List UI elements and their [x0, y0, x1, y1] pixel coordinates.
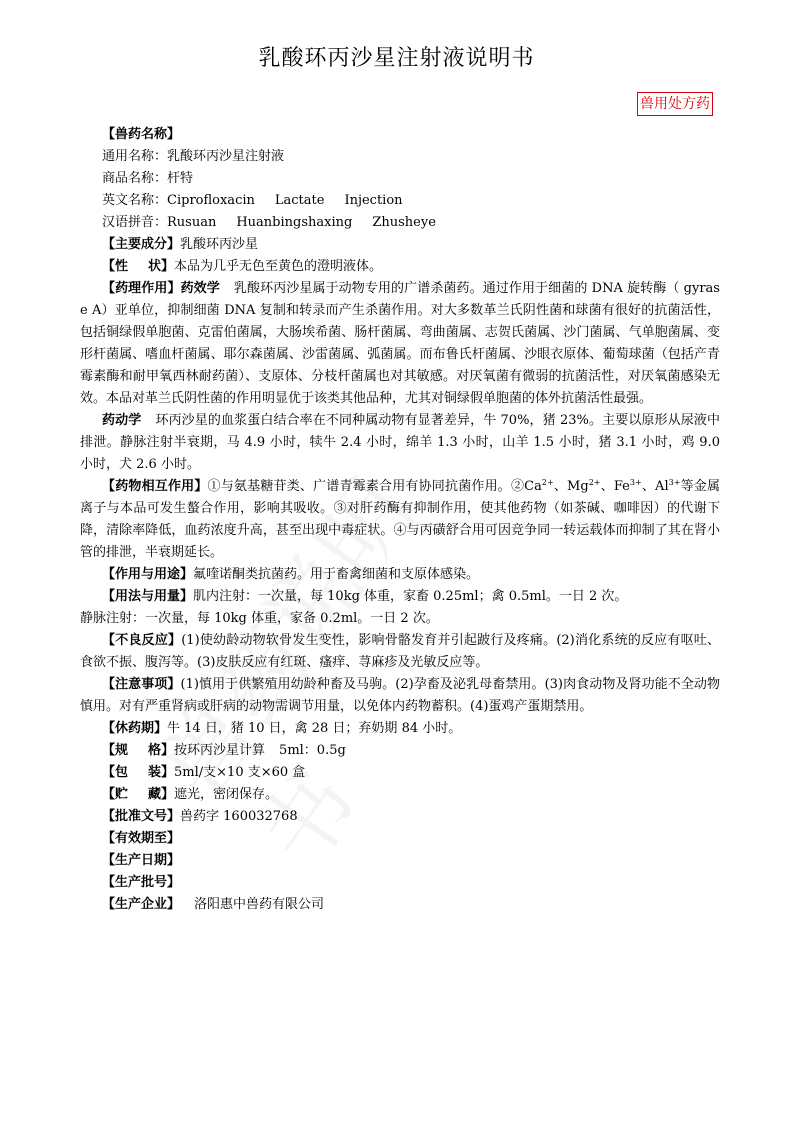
name-section-heading: 【兽药名称】 [102, 127, 181, 142]
document-title: 乳酸环丙沙星注射液说明书 [258, 46, 535, 71]
pinyin-row: 汉语拼音：Rusuan Huanbingshaxing Zhusheye [102, 215, 436, 230]
package-row: 【包 装】5ml/支×10 支×60 盒 [102, 765, 306, 780]
storage-row: 【贮 藏】遮光，密闭保存。 [102, 787, 279, 802]
precautions-paragraph: 【注意事项】(1)慎用于供繁殖用幼龄种畜及马驹。(2)孕畜及泌乳母畜禁用。(3)肉食动物及肾功能不全动物慎用。对有严重肾病或肝病的动物需调节用量，以免体内药物蓄积。(4)蛋鸡产蛋期禁用。 [80, 677, 720, 714]
pharmacokinetics-paragraph: 药动学 环丙沙星的血浆蛋白结合率在不同种属动物有显著差异，牛 70%，猪 23%。主要以原形从尿液中排泄。静脉注射半衰期，马 4.9 小时，犊牛 2.4 小时，绵羊 1.3 小时，山羊 1.5 小时，猪 3.1 小时，鸡 9.0 小时，犬 2.6 小时。 [80, 413, 720, 472]
english-name-row: 英文名称：Ciprofloxacin Lactate Injection [102, 193, 403, 208]
character-row: 【性 状】本品为几乎无色至黄色的澄明液体。 [102, 259, 383, 274]
expiry-row: 【有效期至】 [102, 831, 181, 846]
dosage-row-iv: 静脉注射：一次量，每 10kg 体重，家备 0.2ml。一日 2 次。 [80, 611, 439, 626]
approval-row: 【批准文号】兽药字 160032768 [102, 809, 298, 824]
ingredient-row: 【主要成分】乳酸环丙沙星 [102, 237, 259, 252]
withdrawal-row: 【休药期】牛 14 日，猪 10 日，禽 28 日；弃奶期 84 小时。 [102, 721, 462, 736]
batch-row: 【生产批号】 [102, 875, 181, 890]
adverse-paragraph: 【不良反应】(1)使幼龄动物软骨发生变性，影响骨骼发育并引起跛行及疼痛。(2)消化系统的反应有呕吐、食欲不振、腹泻等。(3)皮肤反应有红斑、瘙痒、荨麻疹及光敏反应等。 [80, 633, 720, 670]
production-date-row: 【生产日期】 [102, 853, 181, 868]
dosage-row: 【用法与用量】肌内注射：一次量，每 10kg 体重，家畜 0.25ml；禽 0.5ml。一日 2 次。 [102, 589, 628, 604]
pharmacodynamics-paragraph: 【药理作用】药效学 乳酸环丙沙星属于动物专用的广谱杀菌药。通过作用于细菌的 DNA 旋转酶（ gyrase A）亚单位，抑制细菌 DNA 复制和转录而产生杀菌作用。对大多数革兰氏阴性菌和球菌有很好的抗菌活性，包括铜绿假单胞菌、克雷伯菌属，大肠埃希菌、肠杆菌属、弯曲菌属、志贺氏菌属、沙门菌属、气单胞菌属、变形杆菌属、嗜血杆菌属、耶尔森菌属、沙雷菌属、弧菌属。而布鲁氏杆菌属、沙眼衣原体、葡萄球菌（包括产青霉素酶和耐甲氧西林耐药菌）、支原体、分枝杆菌属也对其敏感。对厌氧菌有微弱的抗菌活性，对厌氧菌感染无效。本品对革兰氏阴性菌的作用明显优于该类其他品种，尤其对铜绿假单胞菌的体外抗菌活性最强。 [80, 281, 720, 406]
manufacturer-row: 【生产企业】 洛阳惠中兽药有限公司 [102, 897, 325, 912]
indication-row: 【作用与用途】氟喹诺酮类抗菌药。用于畜禽细菌和支原体感染。 [102, 567, 480, 582]
spec-row: 【规 格】按环丙沙星计算 5ml：0.5g [102, 743, 346, 758]
interaction-paragraph: 【药物相互作用】①与氨基糖苷类、广谱青霉素合用有协同抗菌作用。$②Ca^{2+}$、$Mg^{2+}$、$Fe^{3+}$、$Al^{3+}$等金属离子与本品可发生螯合作用，影响其吸收。③对肝药酶有抑制作用，使其他药物（如茶碱、咖啡因）的代谢下降，清除率降低，血药浓度升高，甚至出现中毒症状。④与丙磺舒合用可因竞争同一转运载体而抑制了其在肾小管的排泄，半衰期延长。 [80, 478, 720, 560]
document-body [80, 124, 720, 916]
trade-name-row: 商品名称：杆特 [102, 171, 194, 186]
prescription-badge: 兽用处方药 [637, 92, 713, 116]
generic-name-row: 通用名称：乳酸环丙沙星注射液 [102, 149, 285, 164]
